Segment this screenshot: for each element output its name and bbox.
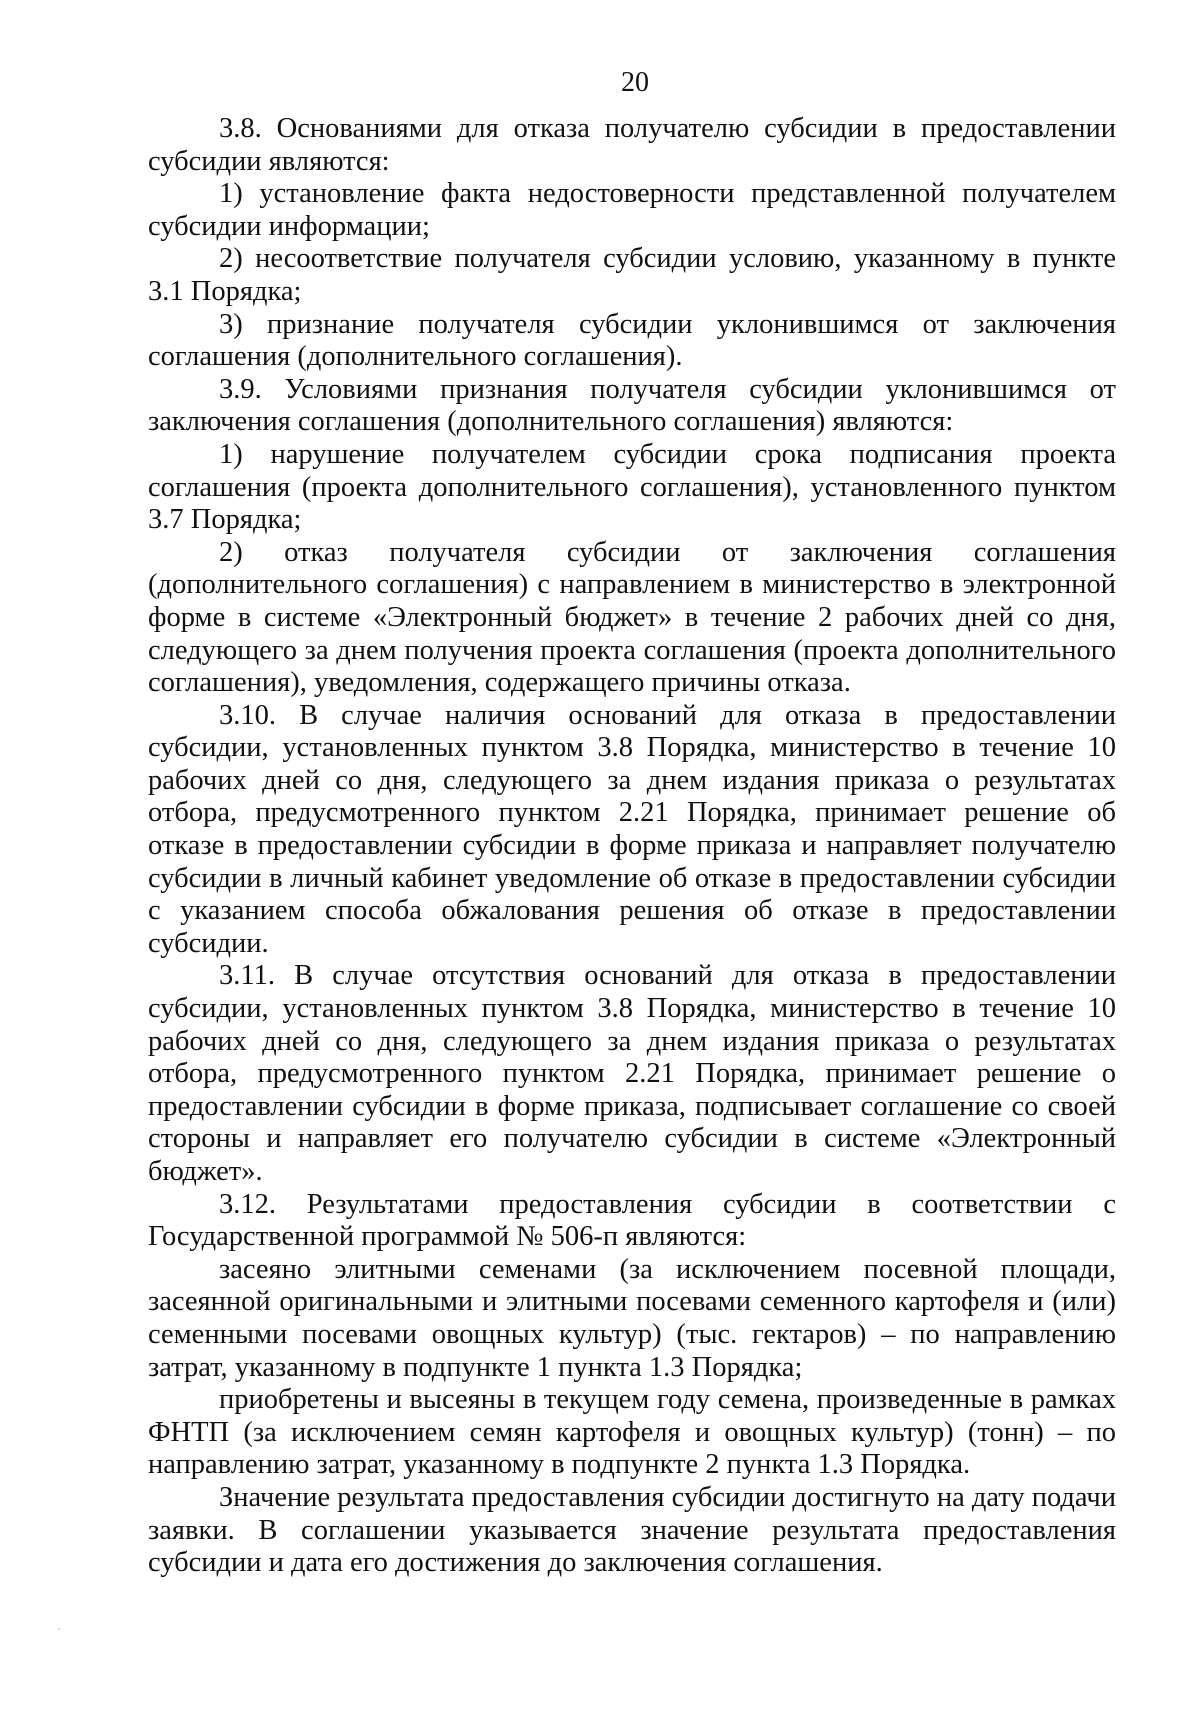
paragraph-3-12-result-2: приобретены и высеяны в текущем году семена, произведенные в рамках ФНТП (за исключением семян картофеля и овощных культур) (тонн) – по направлению затрат, указанному в подпункте 2 пункта 1.3 Порядка. [148,1384,1116,1481]
paragraph-result-value: Значение результата предоставления субсидии достигнуто на дату подачи заявки. В соглашении указывается значение результата предоставления субсидии и дата его достижения до заключения соглашения. [148,1481,1116,1579]
paragraph-3-11: 3.11. В случае отсутствия оснований для отказа в предоставлении субсидии, установленных пунктом 3.8 Порядка, министерство в течение 10 рабочих дней со дня, следующего за днем издания приказа о результатах отбора, предусмотренного пунктом 2.21 Порядка, принимает решение о предоставлении субсидии в форме приказа, подписывает соглашение со своей стороны и направляет его получателю субсидии в системе «Электронный бюджет». [148,960,1116,1187]
scan-speck [58,1628,60,1630]
document-body [148,113,1116,1580]
paragraph-3-8-item-3: 3) признание получателя субсидии уклонившимся от заключения соглашения (дополнительного соглашения). [148,308,1116,373]
paragraph-3-8-item-2: 2) несоответствие получателя субсидии условию, указанному в пункте 3.1 Порядка; [148,243,1116,307]
paragraph-3-8-item-1: 1) установление факта недостоверности представленной получателем субсидии информации; [148,178,1116,242]
paragraph-3-9-item-1: 1) нарушение получателем субсидии срока подписания проекта соглашения (проекта дополнительного соглашения), установленного пунктом 3.7 Порядка; [148,438,1116,536]
paragraph-3-9-item-2: 2) отказ получателя субсидии от заключения соглашения (дополнительного соглашения) с направлением в министерство в электронной форме в системе «Электронный бюджет» в течение 2 рабочих дней со дня, следующего за днем получения проекта соглашения (проекта дополнительного соглашения), уведомления, содержащего причины отказа. [148,536,1116,699]
paragraph-3-12-result-1: засеяно элитными семенами (за исключением посевной площади, засеянной оригинальными и элитными посевами семенного картофеля и (или) семенными посевами овощных культур) (тыс. гектаров) – по направлению затрат, указанному в подпункте 1 пункта 1.3 Порядка; [148,1253,1116,1383]
paragraph-3-9: 3.9. Условиями признания получателя субсидии уклонившимся от заключения соглашения (дополнительного соглашения) являются: [148,373,1116,438]
page-number: 20 [621,67,649,98]
paragraph-3-10: 3.10. В случае наличия оснований для отказа в предоставлении субсидии, установленных пунктом 3.8 Порядка, министерство в течение 10 рабочих дней со дня, следующего за днем издания приказа о результатах отбора, предусмотренного пунктом 2.21 Порядка, принимает решение об отказе в предоставлении субсидии в форме приказа и направляет получателю субсидии в личный кабинет уведомление об отказе в предоставлении субсидии с указанием способа обжалования решения об отказе в предоставлении субсидии. [148,699,1116,959]
paragraph-3-12: 3.12. Результатами предоставления субсидии в соответствии с Государственной программой № 506-п являются: [148,1188,1116,1253]
paragraph-3-8: 3.8. Основаниями для отказа получателю субсидии в предоставлении субсидии являются: [148,113,1116,177]
